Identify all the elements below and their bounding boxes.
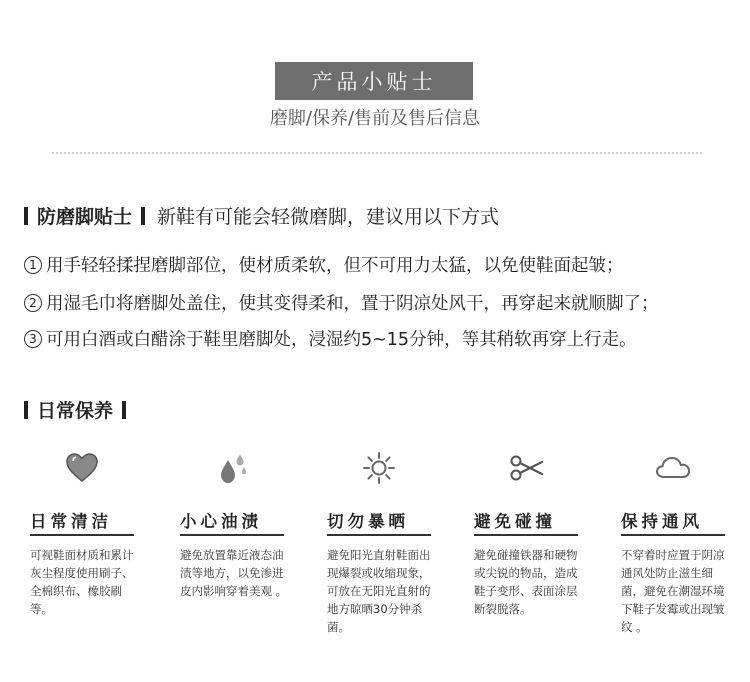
section-anti-chafe-title: 防磨脚贴士 [37, 206, 133, 228]
care-card-underline [327, 534, 431, 536]
care-card-title: 保持通风 [621, 512, 703, 531]
cloud-icon [655, 450, 691, 486]
care-card-title: 避免碰撞 [474, 512, 556, 531]
heading-bar-left [24, 207, 28, 225]
tip-item [24, 290, 659, 315]
care-card-underline [474, 534, 578, 536]
care-card-title: 切勿暴晒 [327, 512, 409, 531]
care-card-description: 避免碰撞铁器和硬物或尖锐的物品，造成鞋子变形、表面涂层断裂脱落。 [474, 548, 578, 616]
care-card-underline [180, 534, 284, 536]
tip-number: 3 [24, 330, 42, 348]
header-title: 产品小贴士 [275, 62, 473, 100]
sun-icon [361, 450, 397, 486]
section-daily-care-title: 日常保养 [37, 400, 114, 422]
tip-number: 2 [24, 294, 42, 312]
oil-drops-icon [214, 450, 250, 486]
tip-text: 用湿毛巾将磨脚处盖住，使其变得柔和，置于阴凉处风干，再穿起来就顺脚了； [46, 294, 659, 314]
tip-text: 用手轻轻揉捏磨脚部位，使材质柔软，但不可用力太猛，以免使鞋面起皱； [46, 256, 624, 276]
dotted-divider [52, 152, 702, 154]
section-anti-chafe-heading [24, 202, 499, 229]
heading-bar-right [141, 207, 145, 225]
header-subtitle: 磨脚/保养/售前及售后信息 [269, 108, 481, 129]
heart-icon [64, 450, 100, 486]
heading-bar-left [24, 401, 28, 419]
care-card-description: 不穿着时应置于阴凉通风处防止滋生细菌，避免在潮湿环境下鞋子发霉或出现皱纹 。 [621, 548, 725, 634]
section-daily-care-heading [24, 396, 138, 423]
tip-item [24, 252, 624, 277]
tip-text: 可用白酒或白醋涂于鞋里磨脚处，浸湿约5~15分钟，等其稍软再穿上行走。 [46, 330, 637, 350]
care-card-description: 避免放置靠近液态油渍等地方，以免渗进皮内影响穿着美观 。 [180, 548, 288, 598]
care-card-title: 小心油渍 [180, 512, 262, 531]
heading-bar-right [122, 401, 126, 419]
care-card-underline [30, 534, 134, 536]
care-card-title: 日常清洁 [30, 512, 112, 531]
scissors-icon [508, 450, 544, 486]
tip-item [24, 326, 637, 351]
care-card-underline [621, 534, 725, 536]
care-card-description: 避免阳光直射鞋面出现爆裂或收缩现象，可放在无阳光直射的地方晾晒30分钟杀菌。 [327, 548, 431, 634]
care-card-description: 可视鞋面材质和累计灰尘程度使用刷子、全棉织布、橡胶刷等。 [30, 548, 134, 616]
section-anti-chafe-subtitle: 新鞋有可能会轻微磨脚，建议用以下方式 [157, 206, 500, 228]
tip-number: 1 [24, 256, 42, 274]
